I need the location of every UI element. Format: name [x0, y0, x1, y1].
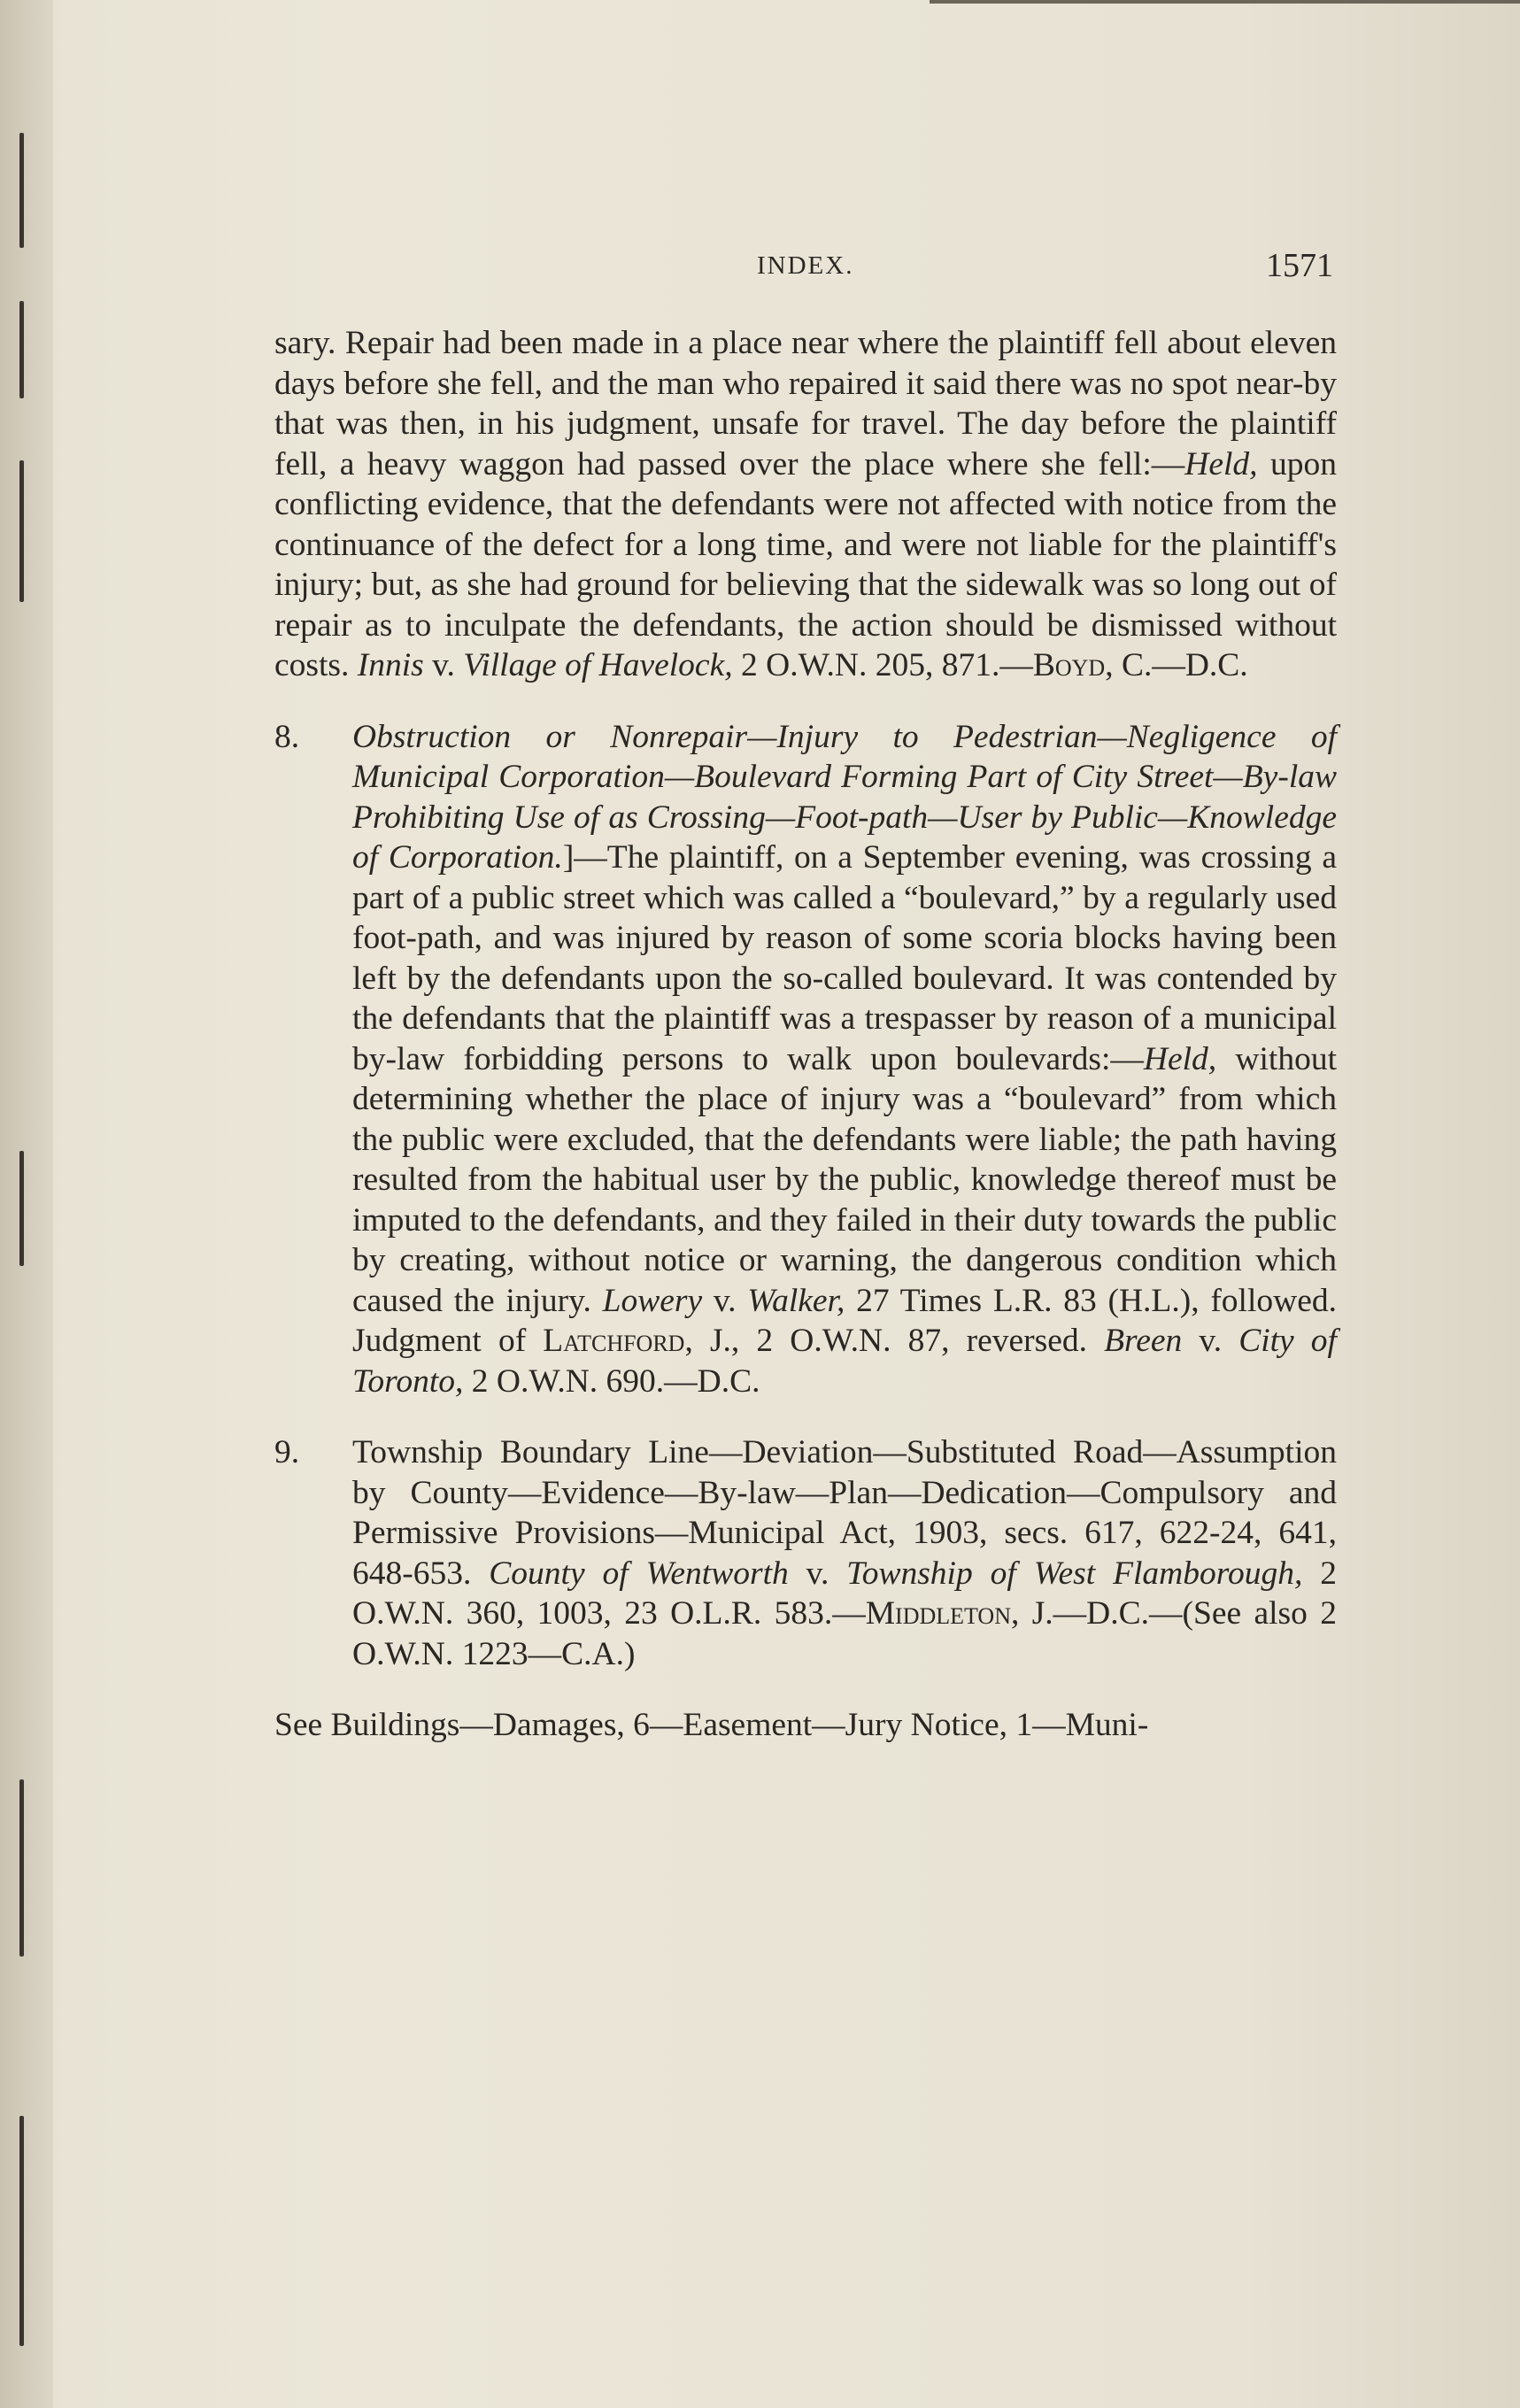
- binding-shadow: [19, 1151, 24, 1266]
- book-binding-edge: [0, 0, 53, 2408]
- see-also-entry: [274, 1705, 1337, 1746]
- case-name: Innis: [357, 647, 424, 683]
- entry-text: [352, 717, 1337, 1402]
- entry-heading: Obstruction or Nonrepair—Injury to Pedestrian—Negligence of Municipal Corporation—Boulevard Forming Part of City Street—By-law Prohibiting Use of as Crossing—Foot-path—User by Public—Knowledge of Corporation.: [352, 718, 1337, 876]
- judge-name: Latchford,: [543, 1323, 693, 1359]
- see-also-text: See Buildings—Damages, 6—Easement—Jury Notice, 1—Muni-: [274, 1707, 1149, 1743]
- case-name: Breen: [1104, 1323, 1183, 1359]
- binding-shadow: [19, 133, 24, 248]
- citation: 27 Times L.R. 83 (H.L.), followed. Judgment of: [352, 1282, 1337, 1359]
- page-top-edge: [930, 0, 1520, 4]
- held-label: Held,: [1184, 445, 1258, 482]
- versus: v.: [702, 1282, 748, 1319]
- page-header: [0, 246, 1520, 299]
- text-run: J.—D.C.—(See also 2 O.W.N. 1223—C.A.): [352, 1595, 1337, 1672]
- case-name: City of Toronto,: [352, 1323, 1337, 1400]
- citation: 2 O.W.N. 360, 1003, 23 O.L.R. 583.—: [352, 1555, 1337, 1632]
- versus: v.: [788, 1555, 847, 1592]
- versus: v.: [1182, 1323, 1239, 1359]
- binding-shadow: [19, 301, 24, 398]
- versus: v.: [423, 647, 464, 683]
- text-run: upon conflicting evidence, that the defendants were not affected with notice from the continuance of the defect for a long time, and were not liable for the plaintiff's injury; but, as she had ground for believing that the sidewalk was so long out of repair as to inculpate the defendants, the action should be dismissed without costs.: [274, 445, 1338, 683]
- index-body: [274, 323, 1337, 1746]
- page-number: 1571: [1266, 247, 1333, 284]
- text-run: J., 2 O.W.N. 87, reversed.: [692, 1323, 1105, 1359]
- entry-number: 9.: [274, 1434, 300, 1470]
- binding-shadow: [19, 460, 24, 602]
- binding-shadow: [19, 2116, 24, 2346]
- entry-text: [352, 1432, 1337, 1674]
- case-name: County of Wentworth: [489, 1555, 789, 1592]
- citation: 2 O.W.N. 690.—D.C.: [463, 1362, 760, 1400]
- case-name: Lowery: [602, 1282, 703, 1319]
- case-name: Walker,: [747, 1282, 845, 1319]
- held-label: Held,: [1143, 1040, 1217, 1077]
- text-run: ]—The plaintiff, on a September evening, was crossing a part of a public street which was called a “boulevard,” by a regularly used foot-path, and was injured by reason of some scoria blocks having been left by the defendants upon the so-called boulevard. It was contended by the defendants that the plaintiff was a trespasser by reason of a municipal by-law forbidding persons to walk upon boulevards:—: [352, 839, 1337, 1077]
- entry-text: [274, 323, 1337, 686]
- entry-number: 8.: [274, 718, 300, 755]
- judge-name: Middleton,: [865, 1595, 1020, 1632]
- running-title: INDEX.: [757, 251, 854, 280]
- citation: 2 O.W.N. 205, 871.—: [732, 647, 1033, 683]
- case-name: Village of Havelock,: [463, 647, 733, 683]
- binding-shadow: [19, 1779, 24, 1956]
- text-run: sary. Repair had been made in a place near where the plaintiff fell about eleven days before she fell, and the man who repaired it said there was no spot near-by that was then, in his judgment, unsafe for travel. The day before the plaintiff fell, a heavy waggon had passed over the place where she fell:—: [274, 325, 1337, 482]
- case-name: Township of West Flamborough,: [846, 1555, 1303, 1592]
- judge-name: Boyd,: [1032, 647, 1114, 683]
- index-entry-9: [274, 1432, 1337, 1674]
- entry-heading: Township Boundary Line—Deviation—Substituted Road—Assumption by County—Evidence—By-law—Plan—Dedication—Compulsory and Permissive Provisions—Municipal Act, 1903, secs. 617, 622-24, 641, 648-653.: [352, 1434, 1337, 1592]
- text-run: C.—D.C.: [1113, 647, 1248, 683]
- continued-entry: [274, 323, 1337, 686]
- index-entry-8: [274, 717, 1337, 1402]
- text-run: without determining whether the place of injury was a “boulevard” from which the public were excluded, that the defendants were liable; the path having resulted from the habitual user by the public, knowledge thereof must be imputed to the defendants, and they failed in their duty towards the public by creating, without notice or warning, the dangerous condition which caused the injury.: [352, 1040, 1337, 1319]
